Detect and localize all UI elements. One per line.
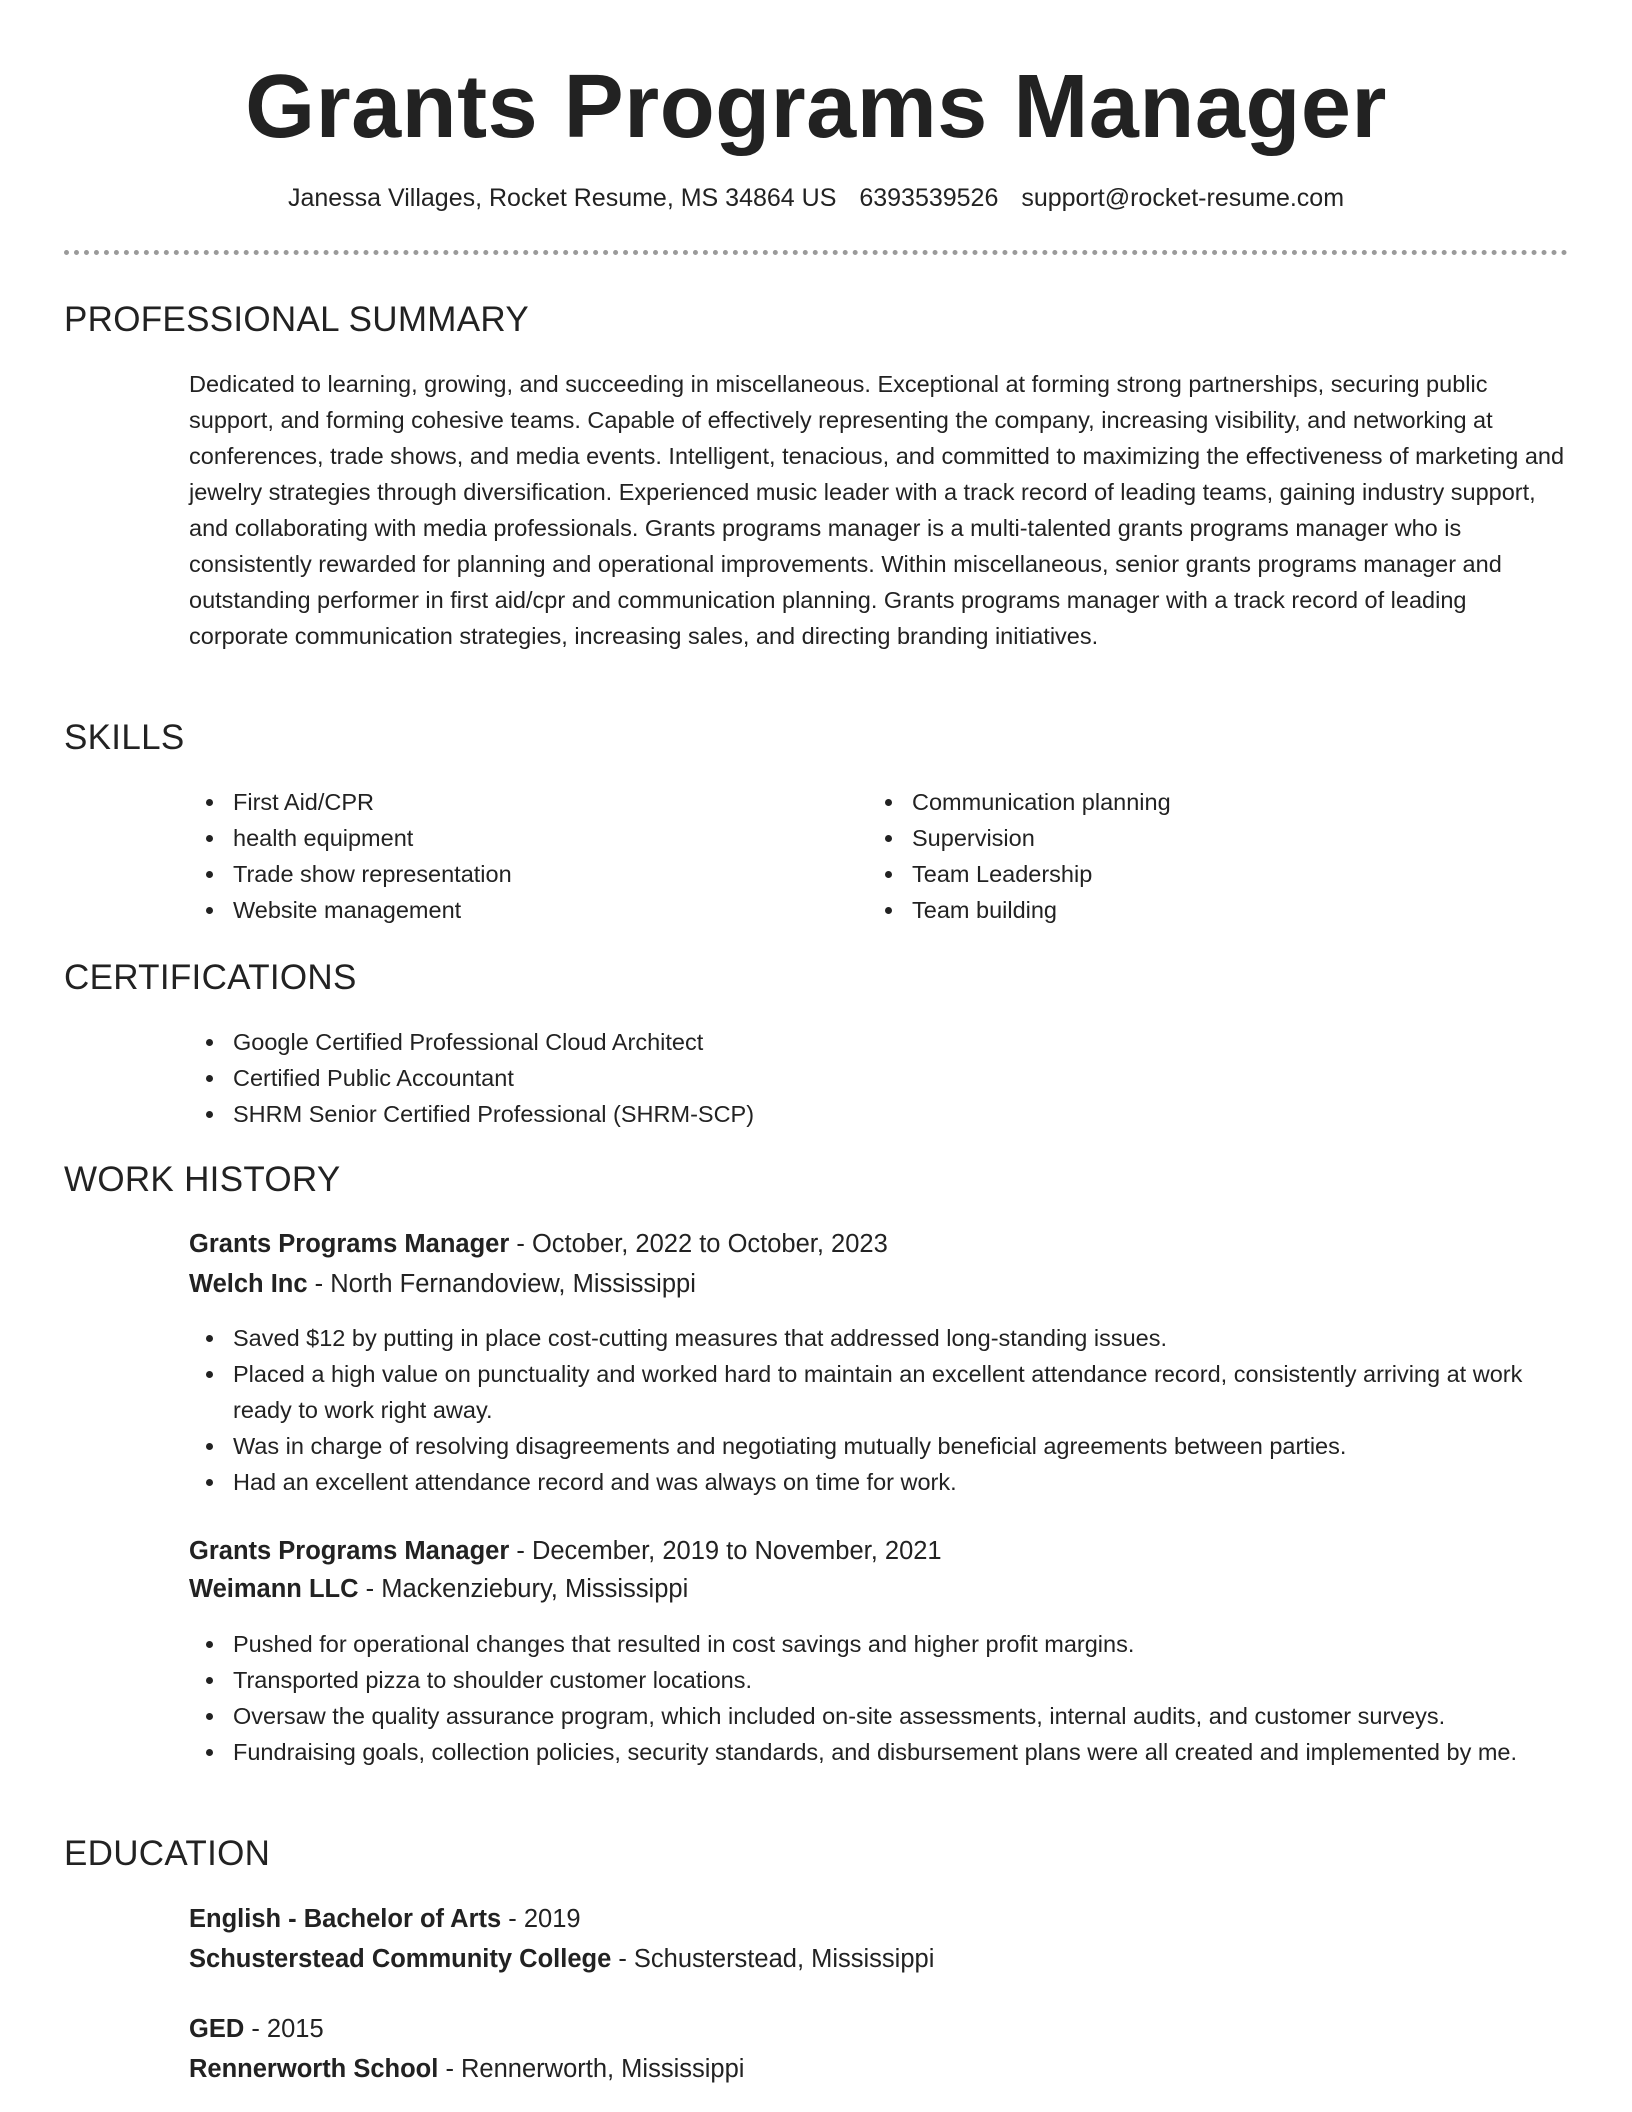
education-school: Rennerworth School <box>189 2055 439 2083</box>
job-company: Welch Inc <box>189 1270 308 1298</box>
contact-phone: 6393539526 <box>859 184 999 212</box>
education-school-line <box>189 1940 934 1978</box>
job-bullets <box>189 1320 1569 1500</box>
job-bullet: Oversaw the quality assurance program, which included on-site assessments, internal audits, and customer surveys. <box>189 1698 1569 1734</box>
job-dates: - October, 2022 to October, 2023 <box>509 1230 888 1258</box>
job-title-line <box>189 1225 888 1263</box>
job-bullet: Saved $12 by putting in place cost-cutting measures that addressed long-standing issues. <box>189 1320 1569 1356</box>
job-company-line <box>189 1570 688 1608</box>
education-degree: English - Bachelor of Arts <box>189 1905 502 1933</box>
section-title-summary: PROFESSIONAL SUMMARY <box>64 300 529 339</box>
certification-item: Certified Public Accountant <box>189 1060 1569 1096</box>
job-bullet: Placed a high value on punctuality and worked hard to maintain an excellent attendance record, consistently arriving at work ready to work right away. <box>189 1356 1569 1428</box>
job-company: Weimann LLC <box>189 1575 359 1603</box>
education-school: Schusterstead Community College <box>189 1945 612 1973</box>
skill-item: Supervision <box>868 820 1508 856</box>
job-company-line <box>189 1265 696 1303</box>
job-bullet: Had an excellent attendance record and was always on time for work. <box>189 1464 1569 1500</box>
job-bullet: Pushed for operational changes that resulted in cost savings and higher profit margins. <box>189 1626 1569 1662</box>
skill-item: Website management <box>189 892 829 928</box>
skill-item: First Aid/CPR <box>189 784 829 820</box>
education-location: - Rennerworth, Mississippi <box>438 2055 745 2083</box>
resume-name-heading: Grants Programs Manager <box>245 57 1387 157</box>
contact-line <box>0 180 1632 216</box>
job-bullets <box>189 1626 1569 1770</box>
education-year: - 2015 <box>244 2015 324 2043</box>
skills-list-left <box>189 784 829 928</box>
education-location: - Schusterstead, Mississippi <box>611 1945 935 1973</box>
job-title: Grants Programs Manager <box>189 1230 510 1258</box>
section-title-work-history: WORK HISTORY <box>64 1160 341 1199</box>
job-title: Grants Programs Manager <box>189 1537 510 1565</box>
job-dates: - December, 2019 to November, 2021 <box>509 1537 942 1565</box>
education-year: - 2019 <box>501 1905 581 1933</box>
section-title-education: EDUCATION <box>64 1834 271 1873</box>
skill-item: health equipment <box>189 820 829 856</box>
skill-item: Communication planning <box>868 784 1508 820</box>
contact-email: support@rocket-resume.com <box>1021 184 1345 212</box>
skill-item: Team Leadership <box>868 856 1508 892</box>
certifications-list <box>189 1024 1569 1132</box>
job-bullet: Fundraising goals, collection policies, security standards, and disbursement plans were all created and implemented by me. <box>189 1734 1569 1770</box>
education-degree-line <box>189 2010 324 2048</box>
job-location: - North Fernandoview, Mississippi <box>307 1270 696 1298</box>
section-title-certifications: CERTIFICATIONS <box>64 958 357 997</box>
skill-item: Team building <box>868 892 1508 928</box>
certification-item: Google Certified Professional Cloud Architect <box>189 1024 1569 1060</box>
education-school-line <box>189 2050 744 2088</box>
education-degree-line <box>189 1900 581 1938</box>
job-title-line <box>189 1532 942 1570</box>
education-degree: GED <box>189 2015 245 2043</box>
summary-text: Dedicated to learning, growing, and succeeding in miscellaneous. Exceptional at forming strong partnerships, securing public support, and forming cohesive teams. Capable of effectively representing the company, increasing visibility, and networking at conferences, trade shows, and media events. Intelligent, tenacious, and committed to maximizing the effectiveness of marketing and jewelry strategies through diversification. Experienced music leader with a track record of leading teams, gaining industry support, and collaborating with media professionals. Grants programs manager is a multi-talented grants programs manager who is consistently rewarded for planning and operational improvements. Within miscellaneous, senior grants programs manager and outstanding performer in first aid/cpr and communication planning. Grants programs manager with a track record of leading corporate communication strategies, increasing sales, and directing branding initiatives. <box>189 371 1565 649</box>
header-divider <box>64 250 1568 255</box>
job-location: - Mackenziebury, Mississippi <box>358 1575 689 1603</box>
skill-item: Trade show representation <box>189 856 829 892</box>
skills-list-right <box>868 784 1508 928</box>
certification-item: SHRM Senior Certified Professional (SHRM-SCP) <box>189 1096 1569 1132</box>
section-title-skills: SKILLS <box>64 718 185 757</box>
contact-address: Janessa Villages, Rocket Resume, MS 34864 US <box>287 184 837 212</box>
job-bullet: Was in charge of resolving disagreements and negotiating mutually beneficial agreements between parties. <box>189 1428 1569 1464</box>
job-bullet: Transported pizza to shoulder customer locations. <box>189 1662 1569 1698</box>
